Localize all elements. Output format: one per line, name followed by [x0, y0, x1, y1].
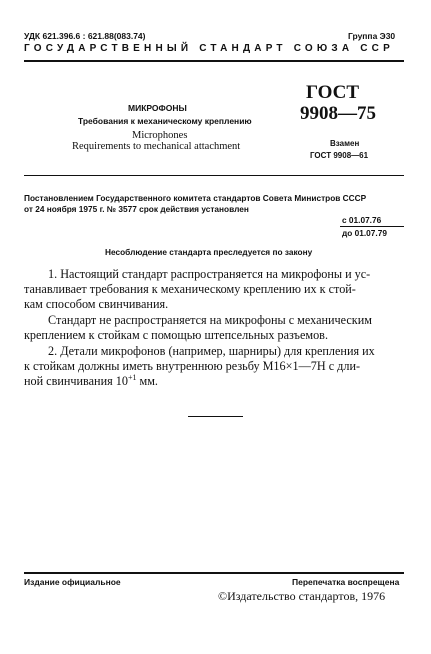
copyright: ©Издательство стандартов, 1976	[218, 589, 386, 603]
udk-code: УДК 621.396.6 : 621.88(083.74)	[24, 31, 146, 41]
decree-line-2: от 24 ноября 1975 г. № 3577 срок действия установлен	[24, 204, 249, 214]
group-code: Группа Э30	[348, 31, 396, 41]
standard-banner: ГОСУДАРСТВЕННЫЙ СТАНДАРТ СОЮЗА ССР	[24, 43, 394, 54]
header-rule	[24, 60, 404, 62]
title-en: Microphones	[132, 130, 188, 141]
subtitle-en: Requirements to mechanical attachment	[72, 141, 241, 152]
gost-number: 9908—75	[300, 103, 376, 124]
paragraph-2-line-1: Стандарт не распространяется на микрофоны с механическим	[48, 313, 372, 327]
footer-rule	[24, 572, 404, 574]
length-text: ной свинчивания 10	[24, 374, 128, 388]
date-divider	[340, 226, 404, 227]
paragraph-3-line-1: 2. Детали микрофонов (например, шарниры) для крепления их	[48, 344, 375, 358]
end-divider	[188, 416, 243, 417]
length-tolerance: +1	[127, 372, 137, 382]
title-rule	[24, 175, 404, 176]
subtitle-ru: Требования к механическому креплению	[78, 116, 252, 126]
official-edition: Издание официальное	[24, 577, 121, 587]
gost-label: ГОСТ	[306, 82, 360, 103]
title-ru: МИКРОФОНЫ	[128, 103, 187, 113]
paragraph-3-line-2: к стойкам должны иметь внутреннюю резьбу М16×1—7Н с дли-	[24, 359, 361, 373]
paragraph-1-line-1: 1. Настоящий стандарт распространяется на микрофоны и ус-	[48, 267, 371, 281]
replaces-value: ГОСТ 9908—61	[310, 151, 369, 160]
paragraph-2-line-2: креплением к стойкам с помощью штепсельных разъемов.	[24, 328, 328, 342]
legal-warning: Несоблюдение стандарта преследуется по закону	[105, 247, 313, 257]
effective-from-date: с 01.07.76	[342, 215, 382, 225]
effective-to-date: до 01.07.79	[342, 228, 387, 238]
length-unit: мм.	[136, 374, 158, 388]
paragraph-3-line-3	[24, 374, 158, 389]
reprint-notice: Перепечатка воспрещена	[292, 577, 400, 587]
replaces-label: Взамен	[330, 139, 360, 148]
paragraph-1-line-3: кам способом свинчивания.	[24, 297, 169, 311]
decree-line-1: Постановлением Государственного комитета стандартов Совета Министров СССР	[24, 193, 367, 203]
paragraph-1-line-2: танавливает требования к механическому креплению их к стой-	[24, 282, 356, 296]
